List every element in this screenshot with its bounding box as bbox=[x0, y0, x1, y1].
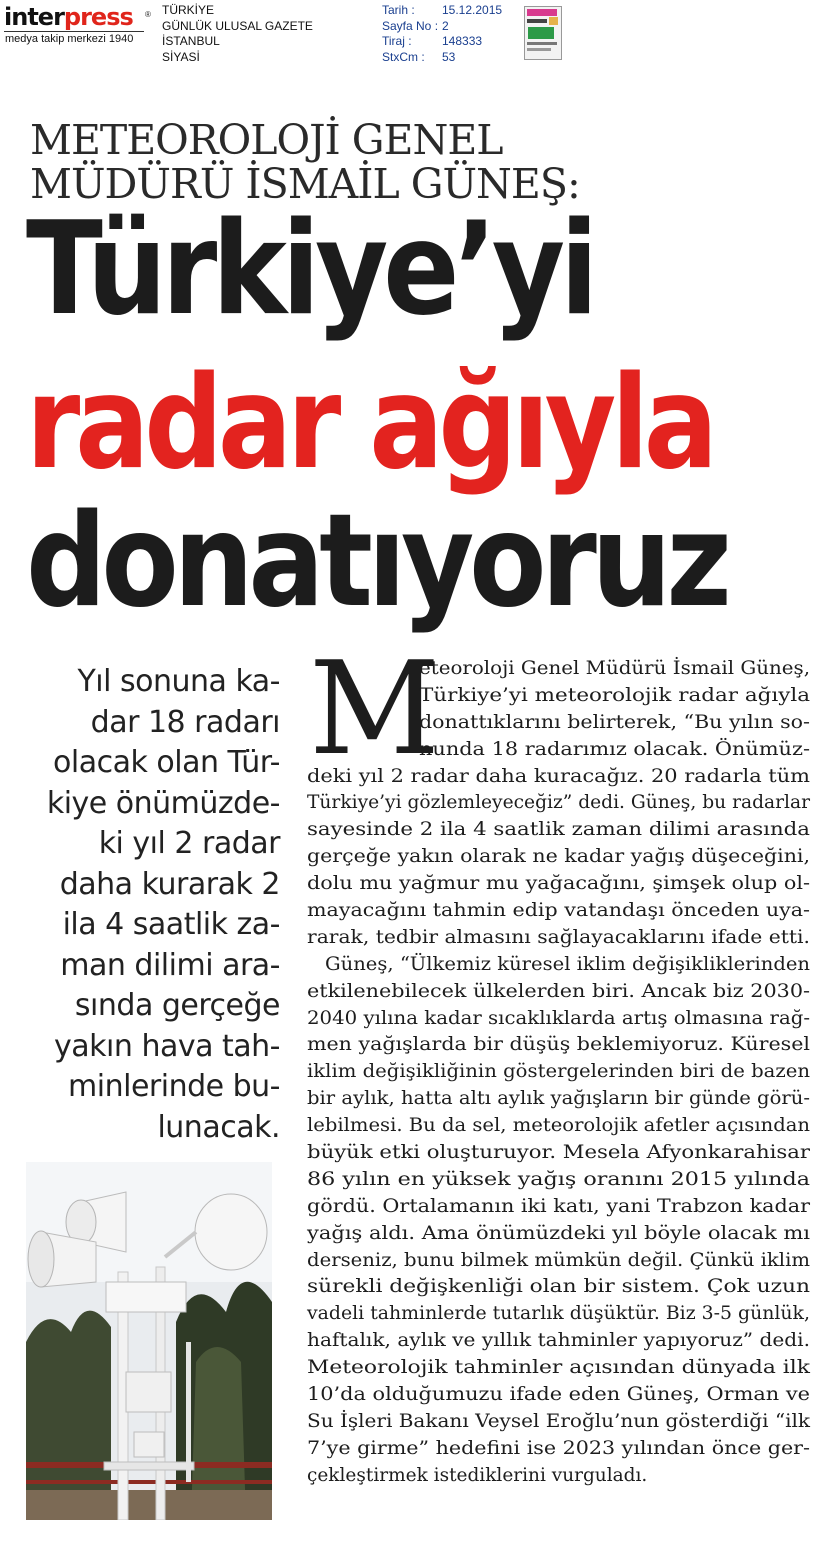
summary-line: man dilimi ara- bbox=[60, 947, 280, 983]
body-line-text: donattıklarını belirterek, “Bu yılın so- bbox=[419, 711, 811, 733]
body-line bbox=[307, 1328, 810, 1355]
body-line-text: Türkiye’yi meteorolojik radar ağıyla bbox=[419, 684, 810, 706]
body-line bbox=[307, 952, 810, 979]
body-line bbox=[307, 710, 810, 737]
thumb-block bbox=[527, 19, 547, 23]
thumb-block bbox=[527, 42, 557, 45]
thumb-block bbox=[528, 27, 554, 39]
body-line bbox=[307, 1194, 810, 1221]
summary-line: ki yıl 2 radar bbox=[98, 826, 280, 861]
logo-divider bbox=[4, 31, 144, 32]
station-box bbox=[134, 1432, 164, 1457]
clip-field-labels bbox=[382, 3, 438, 65]
logo-tagline: medya takip merkezi 1940 bbox=[5, 33, 134, 45]
body-line-text: derseniz, bunu bilmek mümkün değil. Çünkü iklim bbox=[307, 1249, 810, 1271]
summary-line: lunacak. bbox=[157, 1109, 280, 1145]
publication-type: GÜNLÜK ULUSAL GAZETE bbox=[162, 18, 313, 33]
stxcm-value: 53 bbox=[442, 49, 456, 64]
body-line-text: 2040 yılına kadar sıcaklıklarda artış olmasına rağ- bbox=[307, 1007, 811, 1029]
body-line bbox=[307, 1382, 810, 1409]
body-line-text: bir aylık, hatta altı aylık yağışların bir günde görü- bbox=[307, 1088, 810, 1110]
summary-line: ila 4 saatlik za- bbox=[62, 907, 280, 942]
body-line bbox=[307, 764, 810, 791]
summary-line: yakın hava tah- bbox=[54, 1028, 280, 1064]
body-line bbox=[307, 1167, 810, 1194]
body-line-text: yağış aldı. Ama önümüzdeki yıl böyle olacak mı bbox=[307, 1222, 810, 1244]
body-line-text: nunda 18 radarımız olacak. Önümüz- bbox=[419, 738, 810, 760]
summary-line: olacak olan Tür- bbox=[53, 745, 280, 780]
fence-rail bbox=[26, 1480, 272, 1484]
publication-section: SİYASİ bbox=[162, 49, 200, 64]
summary-line: sında gerçeğe bbox=[74, 988, 280, 1023]
registered-mark: ® bbox=[145, 10, 151, 19]
body-line bbox=[307, 1059, 810, 1086]
body-line-text: sürekli değişkenliği olan bir sistem. Çok uzun bbox=[307, 1276, 810, 1298]
body-line bbox=[307, 871, 810, 898]
body-line-text: lebilmesi. Bu da sel, meteorolojik afetler açısından bbox=[307, 1115, 811, 1137]
tree-left bbox=[26, 1311, 111, 1520]
body-line-text: sayesinde 2 ila 4 saatlik zaman dilimi arasında bbox=[307, 819, 811, 841]
logo-brand-part1: inter bbox=[4, 3, 64, 31]
body-line bbox=[307, 1086, 810, 1113]
page-no-label: Sayfa No : bbox=[382, 18, 439, 33]
body-line bbox=[307, 898, 810, 925]
interpress-logo bbox=[4, 4, 154, 48]
station-box bbox=[126, 1372, 171, 1412]
body-line-text: eteoroloji Genel Müdürü İsmail Güneş, bbox=[419, 658, 810, 679]
body-line bbox=[307, 737, 810, 764]
body-line-text: 10’da olduğumuzu ifade eden Güneş, Orman ve bbox=[307, 1384, 810, 1406]
body-line bbox=[307, 844, 810, 871]
date-label: Tarih : bbox=[382, 3, 415, 17]
station-platform bbox=[104, 1462, 194, 1470]
body-line bbox=[307, 790, 810, 817]
body-line-text: rarak, tedbir almasını sağlayacaklarını ifade etti. bbox=[307, 926, 810, 948]
body-line bbox=[307, 1032, 810, 1059]
body-line bbox=[307, 1355, 810, 1382]
body-line-text: gerçeğe yakın olarak ne kadar yağış düşeceğini, bbox=[307, 846, 811, 868]
body-line-text: Güneş, “Ülkemiz küresel iklim değişikliklerinden bbox=[325, 953, 811, 975]
publication-info bbox=[162, 3, 313, 65]
drop-cap: M bbox=[309, 635, 441, 784]
body-line-text: vadeli tahminlerde tutarlık düşüktür. Biz 3-5 günlük, bbox=[307, 1303, 810, 1325]
kicker-line: METEOROLOJİ GENEL bbox=[30, 116, 503, 164]
body-line-text: çekleştirmek istediklerini vurguladı. bbox=[307, 1464, 648, 1486]
body-line bbox=[307, 1140, 810, 1167]
body-line bbox=[307, 1409, 810, 1436]
article-body bbox=[307, 656, 810, 1490]
body-line bbox=[307, 1463, 810, 1490]
article-kicker bbox=[30, 118, 590, 206]
station-box bbox=[106, 1282, 186, 1312]
body-line-text: 86 yılın en yüksek yağış oranını 2015 yılında bbox=[307, 1168, 811, 1190]
summary-line: minlerinde bu- bbox=[68, 1069, 280, 1104]
body-line-text: haftalık, aylık ve yıllık tahminler yapıyoruz” dedi. bbox=[307, 1330, 811, 1352]
publication-name: TÜRKİYE bbox=[162, 3, 215, 17]
body-line bbox=[307, 1301, 810, 1328]
body-line bbox=[307, 1436, 810, 1463]
summary-line: dar 18 radarı bbox=[90, 704, 280, 740]
summary-line: daha kurarak 2 bbox=[59, 866, 280, 902]
body-line bbox=[307, 1274, 810, 1301]
article-summary bbox=[24, 662, 280, 1148]
body-line-text: deki yıl 2 radar daha kuracağız. 20 radarla tüm bbox=[307, 765, 810, 787]
ground bbox=[26, 1490, 272, 1520]
body-line-text: Türkiye’yi gözlemleyeceğiz” dedi. Güneş, bu radarlar bbox=[307, 792, 810, 814]
summary-line: kiye önümüzde- bbox=[46, 785, 280, 821]
headline-line-3: donatıyoruz bbox=[26, 487, 727, 636]
body-line bbox=[307, 1006, 810, 1033]
body-line-text: Meteorolojik tahminler açısından dünyada ilk bbox=[307, 1357, 810, 1379]
body-line bbox=[307, 925, 810, 952]
kicker-line: MÜDÜRÜ İSMAİL GÜNEŞ: bbox=[30, 160, 580, 208]
headline-line-1: Türkiye’yi bbox=[26, 195, 594, 344]
sensor-pole bbox=[186, 1342, 191, 1482]
thumb-block bbox=[527, 9, 557, 16]
body-line-text: Su İşleri Bakanı Veysel Eroğlu’nun gösterdiği “ilk bbox=[307, 1410, 810, 1432]
body-line bbox=[307, 656, 810, 683]
body-line-text: gördü. Ortalamanın iki katı, yani Trabzon kadar bbox=[307, 1195, 811, 1217]
body-line bbox=[307, 1248, 810, 1275]
clip-field-values bbox=[442, 3, 502, 65]
body-line-text: etkilenebilecek ülkelerden biri. Ancak biz 2030- bbox=[307, 980, 811, 1002]
logo-wordmark bbox=[4, 4, 133, 30]
page-thumbnail[interactable] bbox=[524, 6, 562, 60]
dish-sensor bbox=[195, 1194, 267, 1270]
body-line bbox=[307, 683, 810, 710]
body-line-text: 7’ye girme” hedefini ise 2023 yılından önce ger- bbox=[307, 1437, 810, 1459]
body-line-text: büyük etki oluşturuyor. Mesela Afyonkarahisar bbox=[307, 1142, 811, 1164]
page-no-value: 2 bbox=[442, 18, 449, 33]
body-line bbox=[307, 979, 810, 1006]
body-line-text: men yağışlarda bir düşüş beklemiyoruz. Küresel bbox=[307, 1034, 810, 1056]
headline-line-2: radar ağıyla bbox=[26, 349, 713, 498]
body-line bbox=[307, 1221, 810, 1248]
publication-city: İSTANBUL bbox=[162, 34, 220, 48]
body-line bbox=[307, 1113, 810, 1140]
thumb-block bbox=[527, 48, 551, 51]
body-line-text: dolu mu yağmur mu yağacağını, şimşek olup ol- bbox=[307, 873, 811, 895]
stxcm-label: StxCm : bbox=[382, 49, 425, 64]
weather-station-photo bbox=[26, 1162, 272, 1520]
logo-brand-part2: press bbox=[63, 3, 133, 31]
body-line-text: iklim değişikliğinin göstergelerinden biri de bazen bbox=[307, 1061, 811, 1083]
summary-line: Yıl sonuna ka- bbox=[77, 664, 280, 699]
circulation-label: Tiraj : bbox=[382, 34, 412, 48]
circulation-value: 148333 bbox=[442, 34, 483, 48]
date-value: 15.12.2015 bbox=[442, 3, 503, 17]
body-line bbox=[307, 817, 810, 844]
body-line-text: mayacağını tahmin edip vatandaşı önceden uya- bbox=[307, 900, 811, 922]
thumb-block bbox=[549, 17, 558, 25]
horn-sensor bbox=[28, 1231, 54, 1287]
